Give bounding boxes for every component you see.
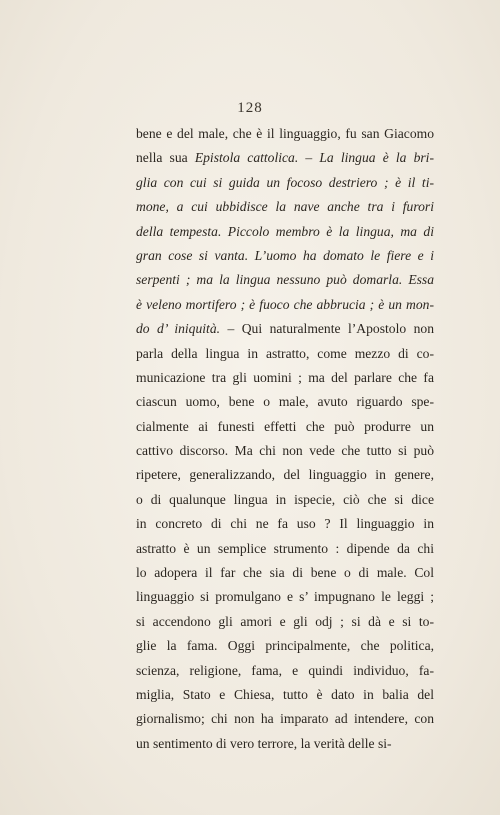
text-line <box>136 512 434 536</box>
text-run: nella sua <box>136 150 195 166</box>
italic-run: gran cose si vanta. L’uomo ha domato le fiere e i <box>136 247 434 263</box>
text-line <box>136 634 434 658</box>
italic-run: glia con cui si guida un focoso destriero ; è il ti- <box>136 174 434 190</box>
italic-run: della tempesta. Piccolo membro è la lingua, ma di <box>136 223 434 239</box>
text-run: linguaggio si promulgano e s’ impugnano le leggi ; <box>136 589 434 605</box>
text-line <box>136 585 434 609</box>
text-run: ripetere, generalizzando, del linguaggio in genere, <box>136 467 434 483</box>
text-run: – <box>298 150 320 166</box>
text-line <box>136 439 434 463</box>
text-line <box>136 220 434 244</box>
text-line <box>136 561 434 585</box>
text-run: ciascun uomo, bene o male, avuto riguardo spe- <box>136 394 434 410</box>
text-run: parla della lingua in astratto, come mezzo di co- <box>136 345 434 361</box>
text-line <box>136 317 434 341</box>
text-run: – Qui naturalmente l’Apostolo non <box>220 321 434 337</box>
text-run: giornalismo; chi non ha imparato ad intendere, con <box>136 711 434 727</box>
text-line <box>136 537 434 561</box>
text-run: o di qualunque lingua in ispecie, ciò che si dice <box>136 491 434 507</box>
text-line <box>136 122 434 146</box>
text-run: lo adopera il far che sia di bene o di male. Col <box>136 565 434 581</box>
text-line <box>136 610 434 634</box>
text-run: in concreto di chi ne fa uso ? Il linguaggio in <box>136 516 434 532</box>
text-run: municazione tra gli uomini ; ma del parlare che fa <box>136 369 434 385</box>
text-run: miglia, Stato e Chiesa, tutto è dato in balia del <box>136 686 434 702</box>
text-line <box>136 342 434 366</box>
italic-run: mone, a cui ubbidisce la nave anche tra i furori <box>136 199 434 215</box>
text-run: scienza, religione, fama, e quindi individuo, fa- <box>136 662 434 678</box>
text-line <box>136 707 434 731</box>
text-line <box>136 415 434 439</box>
text-line <box>136 390 434 414</box>
text-line <box>136 171 434 195</box>
text-run: cialmente ai funesti effetti che può produrre un <box>136 418 434 434</box>
body-text <box>136 122 434 756</box>
text-run: glie la fama. Oggi principalmente, che politica, <box>136 638 434 654</box>
text-line <box>136 463 434 487</box>
italic-run: è veleno mortifero ; è fuoco che abbrucia ; è un mon- <box>136 296 434 312</box>
text-line <box>136 732 434 756</box>
text-line <box>136 293 434 317</box>
text-line <box>136 244 434 268</box>
text-line <box>136 683 434 707</box>
text-run: un sentimento di vero terrore, la verità delle si- <box>136 735 392 751</box>
text-line <box>136 488 434 512</box>
text-run: si accendono gli amori e gli odj ; si dà e si to- <box>136 613 434 629</box>
text-run: cattivo discorso. Ma chi non vede che tutto si può <box>136 443 434 459</box>
page-number: 128 <box>237 100 263 116</box>
italic-run: serpenti ; ma la lingua nessuno può domarla. Essa <box>136 272 434 288</box>
italic-run: La lingua è la bri- <box>319 150 434 166</box>
italic-run: do d’ iniquità. <box>136 321 221 337</box>
text-run: astratto è un semplice strumento : dipende da chi <box>136 540 434 556</box>
italic-run: Epistola cattolica. <box>194 150 299 166</box>
text-line <box>136 268 434 292</box>
text-line <box>136 195 434 219</box>
text-line <box>136 659 434 683</box>
text-run: bene e del male, che è il linguaggio, fu san Giacomo <box>136 126 434 141</box>
text-line <box>136 146 434 170</box>
text-line <box>136 366 434 390</box>
